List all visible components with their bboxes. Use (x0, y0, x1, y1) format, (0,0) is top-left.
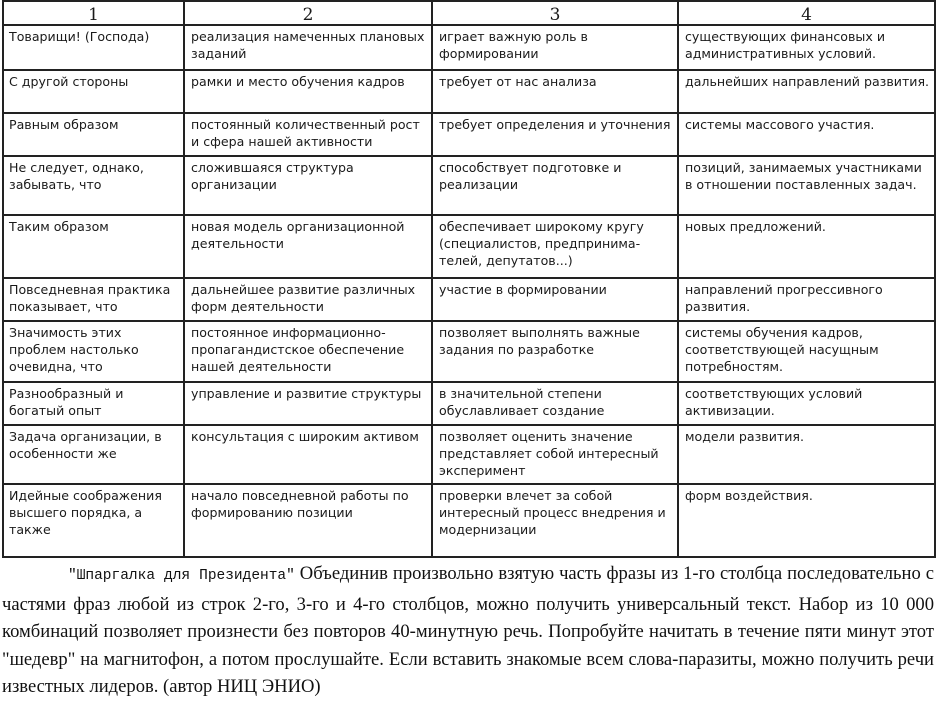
table-cell: системы массового участия. (678, 113, 935, 156)
table-row (3, 425, 935, 484)
table-cell: играет важную роль в формировании (432, 25, 678, 70)
table-cell: существующих финансовых и административных условий. (678, 25, 935, 70)
table-cell: позиций, занимаемых участниками в отношении поставленных задач. (678, 156, 935, 215)
table-row (3, 278, 935, 321)
table-cell: новых предложений. (678, 215, 935, 278)
table-cell: требует от нас анализа (432, 70, 678, 113)
table-cell: Повседневная практика показывает, что (3, 278, 184, 321)
table-cell: направлений прогрессивного развития. (678, 278, 935, 321)
phrase-table-container (2, 0, 934, 558)
table-cell: Разнообразный и богатый опыт (3, 382, 184, 425)
table-row (3, 156, 935, 215)
table-cell: новая модель организационной деятельности (184, 215, 432, 278)
table-cell: дальнейших направлений развития. (678, 70, 935, 113)
table-cell: модели развития. (678, 425, 935, 484)
column-number-3: 3 (432, 1, 678, 25)
column-number-row (3, 1, 935, 25)
table-cell: постоянный количественный рост и сфера нашей активности (184, 113, 432, 156)
table-cell: соответствующих условий активизации. (678, 382, 935, 425)
phrase-table (2, 0, 936, 558)
table-cell: Равным образом (3, 113, 184, 156)
column-number-2: 2 (184, 1, 432, 25)
table-cell: проверки влечет за собой интересный процесс внедрения и модернизации (432, 484, 678, 557)
table-cell: системы обучения кадров, соответствующей насущным потребностям. (678, 321, 935, 382)
column-number-4: 4 (678, 1, 935, 25)
table-cell: способствует подготовке и реализации (432, 156, 678, 215)
table-row (3, 113, 935, 156)
table-row (3, 25, 935, 70)
table-cell: Задача организации, в особенности же (3, 425, 184, 484)
table-cell: управление и развитие структуры (184, 382, 432, 425)
table-cell: позволяет оценить значение представляет собой интересный эксперимент (432, 425, 678, 484)
table-cell: форм воздействия. (678, 484, 935, 557)
table-cell: Значимость этих проблем настолько очевидна, что (3, 321, 184, 382)
table-row (3, 321, 935, 382)
table-cell: требует определения и уточнения (432, 113, 678, 156)
table-row (3, 215, 935, 278)
table-cell: обеспечивает широкому кругу (специалистов, предпринима-телей, депутатов...) (432, 215, 678, 278)
caption-text: Объединив произвольно взятую часть фразы из 1-го столбца последовательно с частями фраз любой из строк 2-го, 3-го и 4-го столбцов, можно получить универсальный текст. Набор из 10 000 комбинаций позволяет произнести без повторов 40-минутную речь. Попробуйте начитать в течение пяти минут этот "шедевр" на магнитофон, а потом прослушайте. Если вставить знакомые всем слова-паразиты, можно получить речи известных лидеров. (автор НИЦ ЭНИО) (2, 563, 934, 697)
table-cell: дальнейшее развитие различных форм деятельности (184, 278, 432, 321)
table-cell: Не следует, однако, забывать, что (3, 156, 184, 215)
table-row (3, 70, 935, 113)
table-cell: рамки и место обучения кадров (184, 70, 432, 113)
table-cell: постоянное информационно-пропагандистское обеспечение нашей деятельности (184, 321, 432, 382)
table-cell: в значительной степени обуславливает создание (432, 382, 678, 425)
table-cell: сложившаяся структура организации (184, 156, 432, 215)
table-cell: участие в формировании (432, 278, 678, 321)
table-cell: Идейные соображения высшего порядка, а также (3, 484, 184, 557)
table-cell: начало повседневной работы по формированию позиции (184, 484, 432, 557)
table-cell: Таким образом (3, 215, 184, 278)
table-cell: позволяет выполнять важные задания по разработке (432, 321, 678, 382)
table-row (3, 484, 935, 557)
table-row (3, 382, 935, 425)
caption-title: "Шпаргалка для Президента" (68, 568, 295, 584)
table-cell: консультация с широким активом (184, 425, 432, 484)
table-cell: С другой стороны (3, 70, 184, 113)
caption-paragraph (2, 560, 934, 701)
table-cell: реализация намеченных плановых заданий (184, 25, 432, 70)
column-number-1: 1 (3, 1, 184, 25)
table-cell: Товарищи! (Господа) (3, 25, 184, 70)
